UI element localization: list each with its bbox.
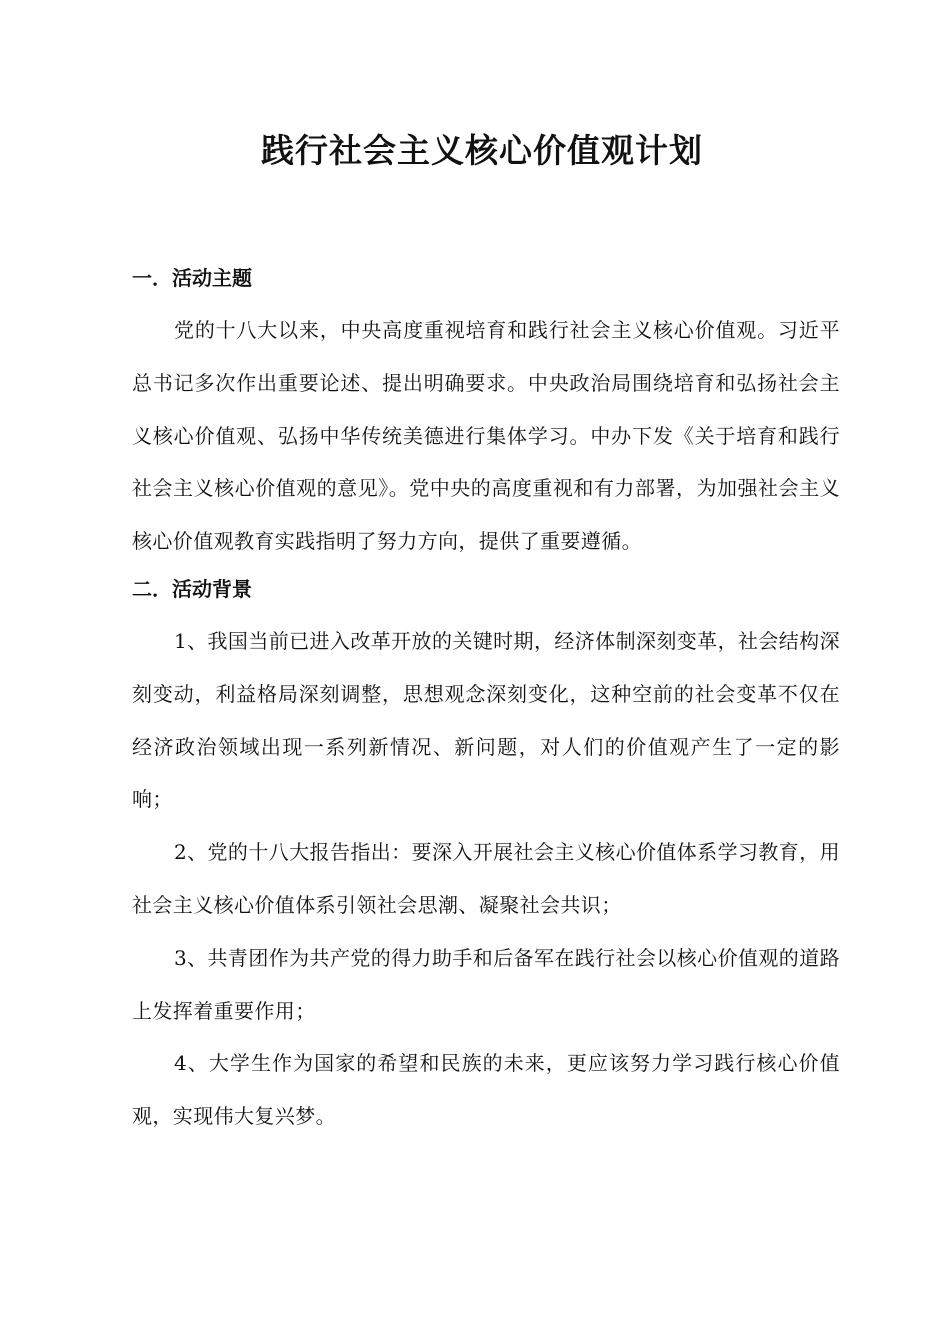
section-activity-background bbox=[132, 572, 840, 1143]
section-activity-theme bbox=[132, 261, 840, 568]
paragraph-background-3: 3、共青团作为共产党的得力助手和后备军在践行社会以核心价值观的道路上发挥着重要作用； bbox=[132, 945, 840, 1023]
paragraph-background-1: 1、我国当前已进入改革开放的关键时期，经济体制深刻变革，社会结构深刻变动，利益格局深刻调整，思想观念深刻变化，这种空前的社会变革不仅在经济政治领域出现一系列新情况、新问题，对人们的价值观产生了一定的影响； bbox=[132, 628, 840, 812]
paragraph-background-2: 2、党的十八大报告指出：要深入开展社会主义核心价值体系学习教育，用社会主义核心价值体系引领社会思潮、凝聚社会共识； bbox=[132, 840, 840, 917]
document-title: 践行社会主义核心价值观计划 bbox=[261, 131, 703, 170]
paragraph-background-4: 4、大学生作为国家的希望和民族的未来，更应该努力学习践行核心价值观，实现伟大复兴梦。 bbox=[132, 1051, 840, 1129]
section-heading-activity-background: 二．活动背景 bbox=[132, 576, 252, 601]
paragraph-theme-1: 党的十八大以来，中央高度重视培育和践行社会主义核心价值观。习近平总书记多次作出重要论述、提出明确要求。中央政治局围绕培育和弘扬社会主义核心价值观、弘扬中华传统美德进行集体学习。中办下发《关于培育和践行社会主义核心价值观的意见》。党中央的高度重视和有力部署，为加强社会主义核心价值观教育实践指明了努力方向，提供了重要遵循。 bbox=[132, 318, 840, 554]
section-heading-activity-theme: 一．活动主题 bbox=[132, 266, 252, 290]
document-body bbox=[132, 261, 840, 1143]
